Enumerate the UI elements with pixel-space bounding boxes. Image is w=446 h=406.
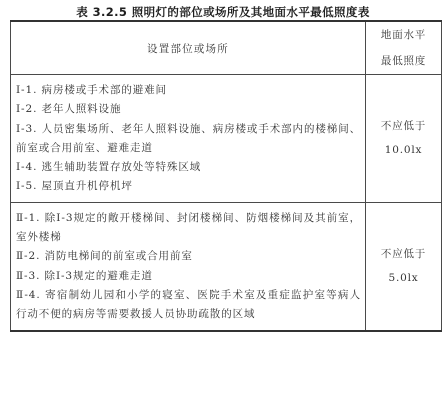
min-label: 不应低于	[380, 120, 427, 133]
group-1-min-illuminance	[366, 75, 442, 203]
list-item: Ⅰ-5. 屋顶直升机停机坪	[16, 180, 133, 193]
list-item: Ⅱ-4. 寄宿制幼儿园和小学的寝室、医院手术室及重症监护室等病人行动不便的病房等需要救援人员协助疏散的区域	[16, 288, 361, 321]
min-value: 10.0lx	[384, 144, 423, 157]
group-1-locations	[11, 75, 366, 203]
header-min-line2: 最低照度	[380, 55, 427, 67]
list-item: Ⅱ-1. 除Ⅰ-3规定的敞开楼梯间、封闭楼梯间、防烟楼梯间及其前室，室外楼梯	[16, 211, 361, 244]
list-item: Ⅱ-2. 消防电梯间的前室或合用前室	[16, 250, 193, 263]
table-row	[11, 202, 442, 330]
table-row	[11, 75, 442, 203]
group-2-locations	[11, 202, 366, 330]
illuminance-table	[10, 20, 442, 332]
min-label: 不应低于	[380, 248, 427, 261]
header-min-line1: 地面水平	[380, 29, 427, 41]
min-value: 5.0lx	[388, 272, 419, 285]
table-header-row	[11, 21, 442, 75]
list-item: Ⅱ-3. 除Ⅰ-3规定的避难走道	[16, 269, 153, 282]
list-item: Ⅰ-1. 病房楼或手术部的避难间	[16, 84, 167, 96]
list-item: Ⅰ-2. 老年人照料设施	[16, 103, 122, 116]
table-title: 表 3.2.5 照明灯的部位或场所及其地面水平最低照度表	[76, 5, 370, 19]
group-2-min-illuminance	[366, 202, 442, 330]
header-min-illuminance	[366, 21, 442, 75]
list-item: Ⅰ-4. 逃生辅助装置存放处等特殊区域	[16, 161, 202, 174]
list-item: Ⅰ-3. 人员密集场所、老年人照料设施、病房楼或手术部内的楼梯间、前室或合用前室、避难走道	[16, 122, 361, 154]
header-location: 设置部位或场所	[11, 21, 366, 75]
